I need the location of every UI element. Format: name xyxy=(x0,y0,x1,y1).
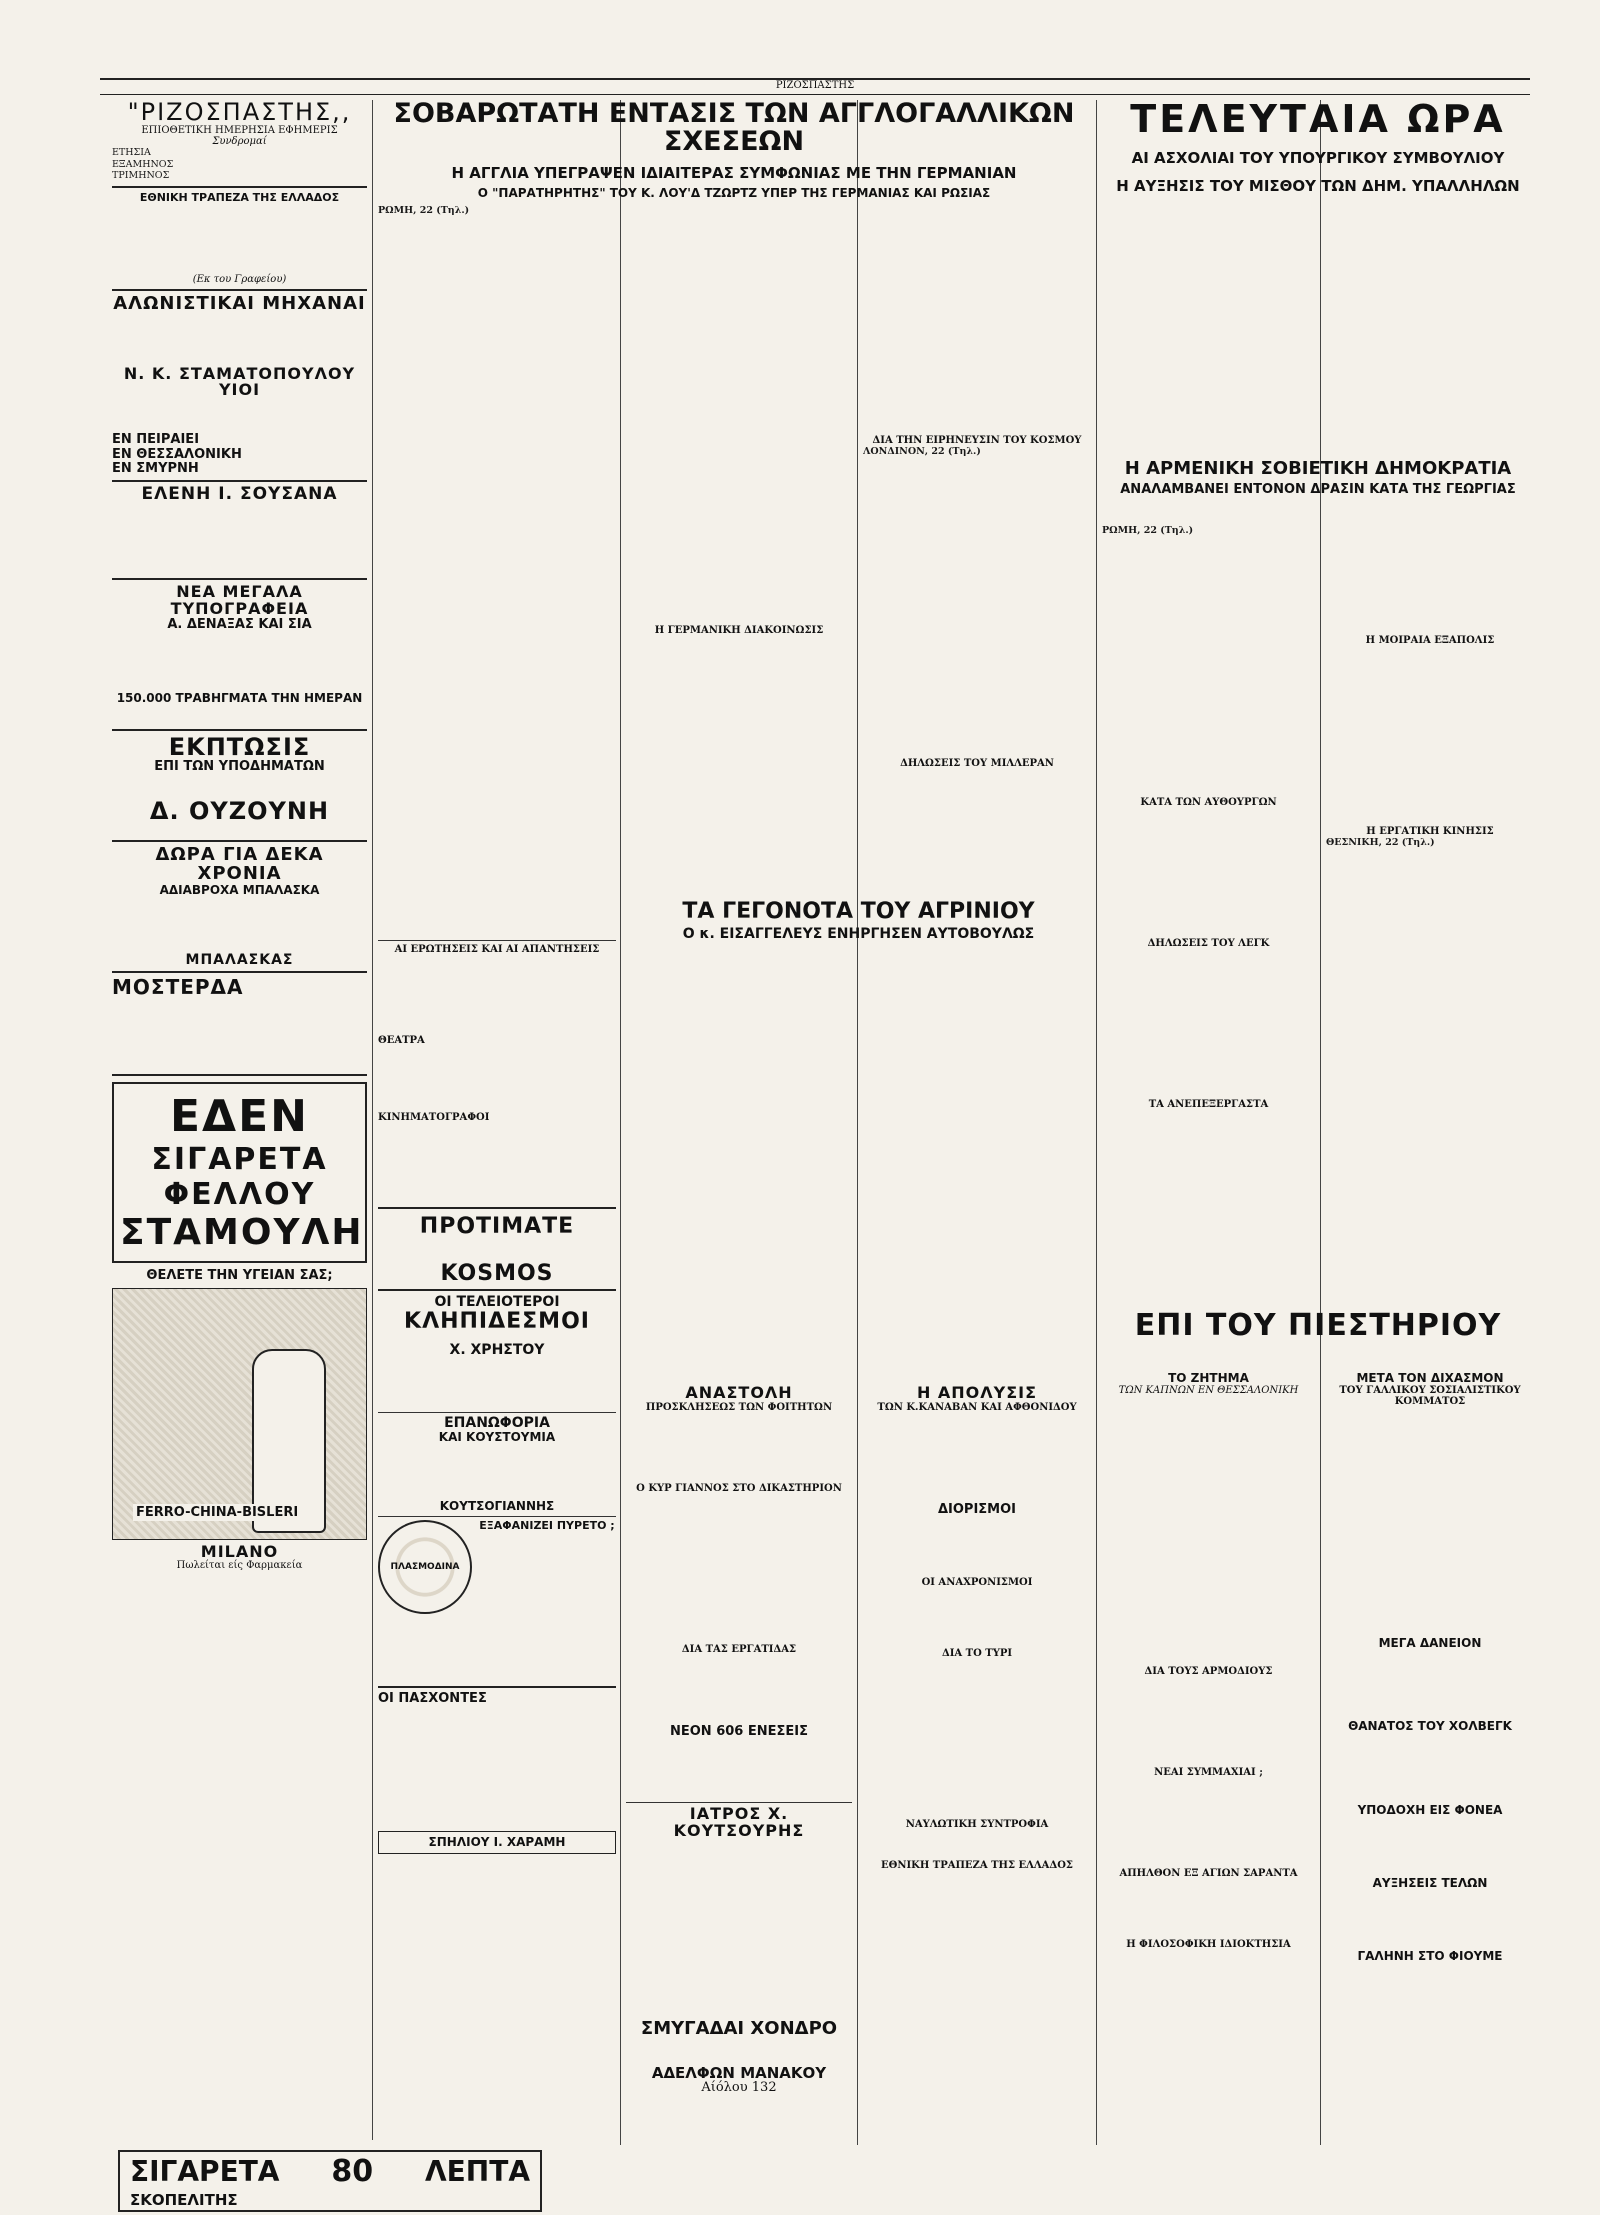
kosmos-brand: KOSMOS xyxy=(440,1260,554,1286)
column-4-lower xyxy=(863,1385,1091,2145)
injections-heading: ΝΕΟΝ 606 ΕΝΕΣΕΙΣ xyxy=(670,1723,808,1739)
optician-name: ΣΠΗΛΙΟΥ Ι. ΧΑΡΑΜΗ xyxy=(428,1834,566,1849)
sufferers-heading: ΟΙ ΠΑΣΧΟΝΤΕΣ xyxy=(378,1691,487,1707)
kleip-heading: ΟΙ ΤΕΛΕΙΟΤΕΡΟΙ xyxy=(434,1293,560,1310)
dateline: ΘΕΣΝΙΚΗ, 22 (Τηλ.) xyxy=(1326,837,1435,848)
right-armenia-block xyxy=(1102,460,1534,520)
dismissal-subheading: ΤΩΝ Κ.ΚΑΝΑΒΑΝ ΚΑΙ ΑΦΘΟΝΙΔΟΥ xyxy=(877,1401,1077,1413)
smigadoi-heading: ΣΜΥΓΑΔΑΙ ΧΟΝΔΡΟ xyxy=(640,2020,838,2039)
press-headline: ΕΠΙ ΤΟΥ ΠΙΕΣΤΗΡΙΟΥ xyxy=(1134,1310,1502,1343)
eden-cigarette-ad xyxy=(112,1082,367,1263)
main-headline: ΣΟΒΑΡΩΤΑΤΗ ΕΝΤΑΣΙΣ ΤΩΝ ΑΓΓΛΟΓΑΛΛΙΚΩΝ ΣΧΕΣΕΩΝ xyxy=(393,100,1075,158)
column-4-upper xyxy=(863,205,1091,865)
skopelitis-cigarette-ad xyxy=(118,2150,542,2212)
millerand-subheading: ΔΗΛΩΣΕΙΣ ΤΟΥ ΜΙΛΛΕΡΑΝ xyxy=(900,757,1054,769)
germany-subheading: Η ΓΕΡΜΑΝΙΚΗ ΔΙΑΚΟΙΝΩΣΙΣ xyxy=(654,625,824,636)
milano-label: MILANO xyxy=(200,1541,279,1561)
mills-firm: Ν. Κ. ΣΤΑΜΑΤΟΠΟΥΛΟΥ ΥΙΟΙ xyxy=(123,363,356,400)
article-text xyxy=(378,217,616,937)
split-heading: ΜΕΤΑ ΤΟΝ ΔΙΧΑΣΜΟΝ xyxy=(1356,1372,1504,1385)
column-5-lower xyxy=(1102,1372,1315,2142)
doctor-name: ΕΛΕΝΗ Ι. ΣΟΥΣΑΝΑ xyxy=(141,484,338,505)
article-text xyxy=(626,205,852,625)
dateline: ΛΟΝΔΙΝΟΝ, 22 (Τηλ.) xyxy=(863,446,981,457)
armenia-headline: Η ΑΡΜΕΝΙΚΗ ΣΟΒΙΕΤΙΚΗ ΔΗΜΟΚΡΑΤΙΑ xyxy=(1124,460,1512,479)
dismissal-heading: Η ΑΠΟΛΥΣΙΣ xyxy=(916,1385,1038,1402)
dateline: ΡΩΜΗ, 22 (Τηλ.) xyxy=(1102,525,1194,536)
prefer-heading: ΠΡΟΤΙΜΑΤΕ xyxy=(419,1213,575,1239)
subscriptions-heading: Συνδρομαί xyxy=(212,136,267,148)
article-text xyxy=(626,636,852,846)
yugo-heading: ΚΑΤΑ ΤΩΝ ΑΥΘΟΥΡΓΩΝ xyxy=(1140,796,1277,808)
assemblies-heading: ΝΕΑΙ ΣΥΜΜΑΧΙΑΙ ; xyxy=(1154,1767,1263,1779)
kleip-main: ΚΛΗΠΙΔΕΣΜΟΙ xyxy=(404,1309,590,1335)
mills-city: ΕΝ ΘΕΣΣΑΛΟΝΙΚΗ xyxy=(112,446,242,462)
printing-firm: Α. ΔΕΝΑΞΑΣ ΚΑΙ ΣΙΑ xyxy=(167,616,312,632)
lion-illustration xyxy=(112,1288,367,1540)
cigarette-label: ΣΙΓΑΡΕΤΑ xyxy=(130,2155,280,2188)
appointments-heading: ΔΙΟΡΙΣΜΟΙ xyxy=(937,1501,1017,1517)
column-rule xyxy=(1096,100,1097,2145)
cigarette-unit: ΛΕΠΤΑ xyxy=(424,2155,530,2188)
plasmodina-seal-icon: ΠΛΑΣΜΟΔΙΝΑ xyxy=(378,1520,472,1614)
suspension-subheading: ΠΡΟΣΚΛΗΣΕΩΣ ΤΩΝ ΦΟΙΤΗΤΩΝ xyxy=(645,1401,833,1413)
subscription-item: ΕΤΗΣΙΑ xyxy=(112,147,151,159)
mills-city: ΕΝ ΠΕΙΡΑΙΕΙ xyxy=(112,432,200,448)
subscription-item: ΤΡΙΜΗΝΟΣ xyxy=(112,170,170,182)
manakou-address: Αίόλου 132 xyxy=(701,2080,777,2096)
discount-subheading: ΕΠΙ ΤΩΝ ΥΠΟΔΗΜΑΤΩΝ xyxy=(154,759,325,775)
top-rule xyxy=(100,78,1530,95)
death-heading: ΘΑΝΑΤΟΣ ΤΟΥ ΧΟΛΒΕΓΚ xyxy=(1348,1719,1512,1734)
gift-heading: ΔΩΡΑ ΓΙΑ ΔΕΚΑ ΧΡΟΝΙΑ xyxy=(155,843,324,884)
gift-name: ΜΠΑΛΑΣΚΑΣ xyxy=(185,951,294,968)
coats-subheading: ΚΑΙ ΚΟΥΣΤΟΥΜΙΑ xyxy=(438,1429,556,1444)
manakou-name: ΑΔΕΛΦΩΝ ΜΑΝΑΚΟΥ xyxy=(651,2063,827,2082)
smigadoi-ad xyxy=(626,2020,852,2130)
press-block xyxy=(1102,1310,1534,1360)
agrinio-block xyxy=(626,900,1091,960)
suspension-heading: ΑΝΑΣΤΟΛΗ xyxy=(685,1385,793,1402)
cheese-heading: ΔΙΑ ΤΟ ΤΥΡΙ xyxy=(941,1648,1013,1660)
peace-subheading: ΔΙΑ ΤΗΝ ΕΙΡΗΝΕΥΣΙΝ ΤΟΥ ΚΟΣΜΟΥ xyxy=(872,435,1082,446)
eden-line: ΕΔΕΝ xyxy=(170,1091,309,1143)
fiume-heading: ΓΑΛΗΝΗ ΣΤΟ ΦΙΟΥΜΕ xyxy=(1357,1948,1503,1963)
discount-name: Δ. ΟΥΖΟΥΝΗ xyxy=(149,796,330,825)
trial-heading: Ο ΚΥΡ ΓΙΑΝΝΟΣ ΣΤΟ ΔΙΚΑΣΤΗΡΙΟΝ xyxy=(636,1482,842,1494)
main-deck-1: Η ΑΓΓΛΙΑ ΥΠΕΓΡΑΨΕΝ ΙΔΙΑΙΤΕΡΑΣ ΣΥΜΦΩΝΙΑΣ ΜΕ ΤΗΝ ΓΕΡΜΑΝΙΑΝ xyxy=(451,163,1017,182)
dateline: ΡΩΜΗ, 22 (Τηλ.) xyxy=(378,205,470,216)
coats-heading: ΕΠΑΝΩΦΟΡΙΑ xyxy=(444,1414,550,1431)
questions-heading: ΑΙ ΕΡΩΤΗΣΕΙΣ ΚΑΙ ΑΙ ΑΠΑΝΤΗΣΕΙΣ xyxy=(394,943,600,955)
cinema-heading: ΚΙΝΗΜΑΤΟΓΡΑΦΟΙ xyxy=(378,1111,490,1123)
bank-note: (Εκ του Γραφείου) xyxy=(192,273,287,285)
column-rule xyxy=(857,100,858,2145)
voyage-heading: ΑΠΗΛΘΟΝ ΕΞ ΑΓΙΩΝ ΣΑΡΑΝΤΑ xyxy=(1119,1868,1298,1880)
agrinio-headline: ΤΑ ΓΕΓΟΝΟΤΑ ΤΟΥ ΑΓΡΙΝΙΟΥ xyxy=(682,900,1035,924)
koutsogiannis-name: ΚΟΥΤΣΟΓΙΑΝΝΗΣ xyxy=(439,1499,555,1514)
cigarette-price: 80 xyxy=(331,2154,374,2189)
tobacco-heading: ΤΟ ΖΗΤΗΜΑ xyxy=(1168,1372,1249,1385)
pharmacy-note: Πωλείται είς Φαρμακεία xyxy=(176,1560,303,1572)
printing-heading: ΝΕΑ ΜΕΓΑΛΑ ΤΥΠΟΓΡΑΦΕΙΑ xyxy=(170,582,309,618)
last-hour-headline: ΤΕΛΕΥΤΑΙΑ ΩΡΑ xyxy=(1130,100,1506,141)
right-headline-block xyxy=(1102,100,1534,250)
main-deck-2: Ο "ΠΑΡΑΤΗΡΗΤΗΣ" ΤΟΥ Κ. ΛΟΥ'Δ ΤΖΩΡΤΖ ΥΠΕΡ ΤΗΣ ΓΕΡΜΑΝΙΑΣ ΚΑΙ ΡΩΣΙΑΣ xyxy=(477,186,991,201)
column-rule xyxy=(620,100,621,2145)
lenin-heading: ΔΗΛΩΣΕΙΣ ΤΟΥ ΛΕΓΚ xyxy=(1147,937,1270,949)
bank-heading: ΕΘΝΙΚΗ ΤΡΑΠΕΖΑ ΤΗΣ ΕΛΛΑΔΟΣ xyxy=(139,190,340,204)
column-2 xyxy=(378,205,616,2140)
loan-heading: ΜΕΓΑ ΔΑΝΕΙΟΝ xyxy=(1378,1636,1482,1651)
column-rule xyxy=(372,100,373,2140)
split-subheading: ΤΟΥ ΓΑΛΛΙΚΟΥ ΣΟΣΙΑΛΙΣΤΙΚΟΥ ΚΟΜΜΑΤΟΣ xyxy=(1339,1385,1521,1408)
paper-name: "ΡΙΖΟΣΠΑΣΤΗΣ,, xyxy=(127,100,352,126)
doctor-koutsouris: ΙΑΤΡΟΣ Χ. ΚΟΥΤΣΟΥΡΗΣ xyxy=(673,1804,805,1840)
article-text xyxy=(863,458,1091,758)
discount-heading: ΕΚΠΤΩΣΙΣ xyxy=(168,733,311,762)
armenia-subheading: ΑΝΑΛΑΜΒΑΝΕΙ ΕΝΤΟΝΟΝ ΔΡΑΣΙΝ ΚΑΤΑ ΤΗΣ ΓΕΩΡΓΙΑΣ xyxy=(1120,481,1516,497)
exapolis-heading: Η ΜΟΙΡΑΙΑ ΕΞΑΠΟΛΙΣ xyxy=(1365,635,1495,646)
kleip-name: Χ. ΧΡΗΣΤΟΥ xyxy=(449,1342,545,1359)
eden-line: ΣΙΓΑΡΕΤΑ xyxy=(151,1142,328,1177)
inquiry-heading: ΝΑΥΛΩΤΙΚΗ ΣΥΝΤΡΟΦΙΑ xyxy=(905,1819,1049,1831)
health-heading: ΘΕΛΕΤΕ ΤΗΝ ΥΓΕΙΑΝ ΣΑΣ; xyxy=(146,1268,333,1284)
subscription-item: ΕΞΑΜΗΝΟΣ xyxy=(112,158,174,170)
optician-ad xyxy=(378,1831,616,1854)
bank-notice-text xyxy=(112,204,367,274)
bank-bottom-heading: ΕΘΝΙΚΗ ΤΡΑΠΕΖΑ ΤΗΣ ΕΛΛΑΔΟΣ xyxy=(881,1860,1073,1872)
bisleri-label: FERRO-CHINA-BISLERI xyxy=(133,1504,301,1521)
plasmodina-ad xyxy=(378,1520,616,1682)
column-5 xyxy=(1102,525,1315,1305)
reception-heading: ΥΠΟΔΟΧΗ ΕΙΣ ΦΟΝΕΑ xyxy=(1357,1802,1503,1817)
theatre-heading: ΘΕΑΤΡΑ xyxy=(378,1034,425,1046)
agrinio-deck: Ο κ. ΕΙΣΑΓΓΕΛΕΥΣ ΕΝΗΡΓΗΣΕΝ ΑΥΤΟΒΟΥΛΩΣ xyxy=(682,926,1035,943)
paper-subtitle: ΕΠΙΟΘΕΤΙΚΗ ΗΜΕΡΗΣΙΑ ΕΦΗΜΕΡΙΣ xyxy=(141,125,338,137)
philosophic-heading: Η ΦΙΛΟΣΟΦΙΚΗ ΙΔΙΟΚΤΗΣΙΑ xyxy=(1126,1939,1291,1951)
unemployed-heading: ΤΑ ΑΝΕΠΕΞΕΡΓΑΣΤΑ xyxy=(1148,1098,1269,1110)
anachronisms-heading: ΟΙ ΑΝΑΧΡΟΝΙΣΜΟΙ xyxy=(921,1577,1033,1589)
mostarda-heading: ΜΟΣΤΕΡΔΑ xyxy=(112,975,244,1000)
article-text xyxy=(863,205,1091,435)
left-column xyxy=(112,100,367,2140)
mills-city: ΕΝ ΣΜΥΡΝΗ xyxy=(112,460,199,476)
eden-line: ΦΕΛΛΟΥ xyxy=(163,1176,316,1212)
tobacco-subheading: ΤΩΝ ΚΑΠΝΩΝ ΕΝ ΘΕΣΣΑΛΟΝΙΚΗ xyxy=(1118,1385,1299,1397)
workers-heading: ΔΙΑ ΤΑΣ ΕΡΓΑΤΙΔΑΣ xyxy=(681,1643,797,1655)
printing-count: 150.000 ΤΡΑΒΗΓΜΑΤΑ ΤΗΝ ΗΜΕΡΑΝ xyxy=(116,690,363,705)
column-6-lower xyxy=(1326,1372,1534,2142)
column-rule xyxy=(1320,100,1321,2145)
right-deck-1: ΑΙ ΑΣΧΟΛΙΑΙ ΤΟΥ ΥΠΟΥΡΓΙΚΟΥ ΣΥΜΒΟΥΛΙΟΥ xyxy=(1131,148,1505,167)
column-6 xyxy=(1326,525,1534,1305)
column-3-upper xyxy=(626,205,852,865)
masthead-title: ΡΙΖΟΣΠΑΣΤΗΣ xyxy=(772,80,858,94)
article-text xyxy=(863,769,1091,839)
fever-heading: ΕΞΑΦΑΝΙΖΕΙ ΠΥΡΕΤΟ ; xyxy=(479,1519,615,1533)
cigarette-brand: ΣΚΟΠΕΛΙΤΗΣ xyxy=(130,2191,238,2209)
mills-heading: ΑΛΩΝΙΣΤΙΚΑΙ ΜΗΧΑΝΑΙ xyxy=(113,292,366,314)
gift-subheading: ΑΔΙΑΒΡΟΧΑ ΜΠΑΛΑΣΚΑ xyxy=(159,882,320,897)
taxes-heading: ΑΥΞΗΣΕΙΣ ΤΕΛΩΝ xyxy=(1372,1875,1488,1890)
right-deck-2: Η ΑΥΞΗΣΙΣ ΤΟΥ ΜΙΣΘΟΥ ΤΩΝ ΔΗΜ. ΥΠΑΛΛΗΛΩΝ xyxy=(1116,177,1520,196)
authorities-heading: ΔΙΑ ΤΟΥΣ ΑΡΜΟΔΙΟΥΣ xyxy=(1144,1666,1273,1678)
labor-heading: Η ΕΡΓΑΤΙΚΗ ΚΙΝΗΣΙΣ xyxy=(1366,826,1494,837)
eden-line: ΣΤΑΜΟΥΛΗ xyxy=(120,1212,364,1253)
